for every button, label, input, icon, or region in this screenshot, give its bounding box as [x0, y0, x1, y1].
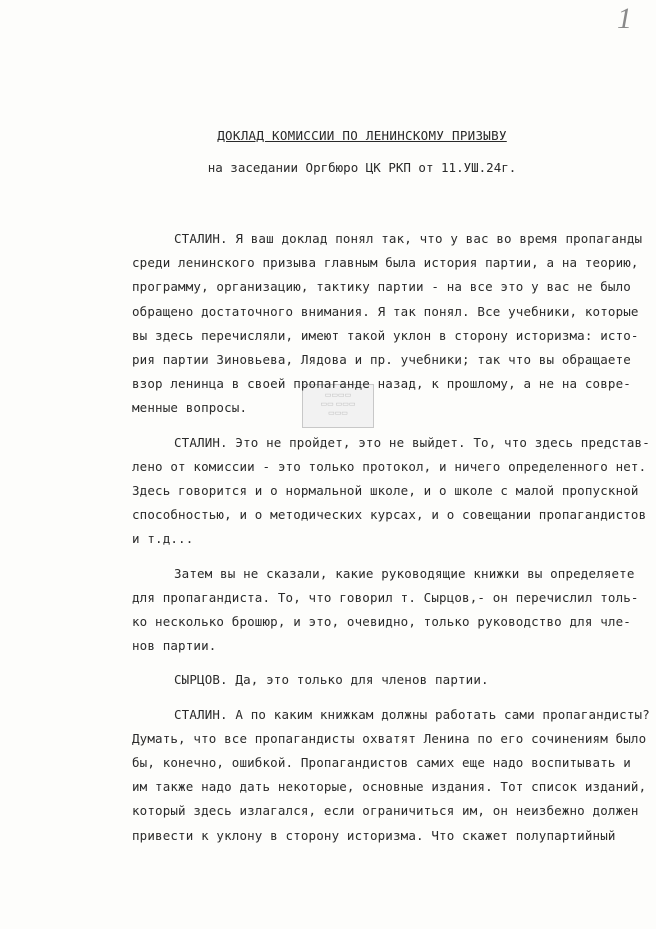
document-body	[132, 227, 650, 848]
text-line: Здесь говорится и о нормальной школе, и о школе с малой пропускной	[132, 483, 639, 499]
text-line: программу, организацию, тактику партии - на все это у вас не было	[132, 279, 631, 295]
document-subtitle: на заседании Оргбюро ЦК РКП от 11.УШ.24г.	[207, 160, 517, 175]
text-line: СТАЛИН. Это не пройдет, это не выйдет. То, что здесь представ-	[174, 434, 650, 450]
text-line: Затем вы не сказали, какие руководящие книжки вы определяете	[174, 565, 635, 581]
archive-stamp-marks: ▭▭▭▭ ▭▭ ▭▭▭ ▭▭▭	[320, 392, 356, 417]
text-line: для пропагандиста. То, что говорил т. Сырцов,- он перечислил толь-	[132, 589, 639, 605]
text-line: СТАЛИН. Я ваш доклад понял так, что у вас во время пропаганды	[174, 231, 643, 246]
text-line: способностью, и о методических курсах, и о совещании пропагандистов	[132, 507, 647, 523]
text-line: среди ленинского призыва главным была история партии, а на теорию,	[132, 255, 639, 271]
document-title: ДОКЛАД КОМИССИИ ПО ЛЕНИНСКОМУ ПРИЗЫВУ	[217, 128, 507, 143]
text-line: СТАЛИН. А по каким книжкам должны работать сами пропагандисты?	[174, 706, 650, 722]
text-line: рия партии Зиновьева, Лядова и пр. учебники; так что вы обращаете	[132, 352, 631, 368]
text-line: который здесь излагался, если ограничиться им, он неизбежно должен	[132, 803, 639, 819]
text-line: менные вопросы.	[132, 400, 248, 416]
text-line: Думать, что все пропагандисты охватят Ленина по его сочинениям было	[132, 730, 647, 746]
text-line: обращено достаточного внимания. Я так понял. Все учебники, которые	[132, 303, 639, 319]
text-line: вы здесь перечисляли, имеют такой уклон в сторону историзма: исто-	[132, 327, 639, 343]
text-line: нов партии.	[132, 638, 217, 654]
text-line: СЫРЦОВ. Да, это только для членов партии.	[174, 672, 489, 688]
text-line: им также надо дать некоторые, основные издания. Тот список изданий,	[132, 779, 647, 795]
text-line: взор ленинца в своей пропаганде назад, к прошлому, а не на совре-	[132, 376, 631, 392]
page-number: 1	[617, 2, 632, 35]
text-line: привести к уклону в сторону историзма. Что скажет полупартийный	[132, 827, 616, 843]
text-line: ко несколько брошюр, и это, очевидно, только руководство для чле-	[132, 614, 631, 630]
text-line: бы, конечно, ошибкой. Пропагандистов самих еще надо воспитывать и	[132, 755, 631, 771]
text-line: и т.д...	[132, 531, 194, 547]
text-line: лено от комиссии - это только протокол, и ничего определенного нет.	[132, 458, 647, 474]
